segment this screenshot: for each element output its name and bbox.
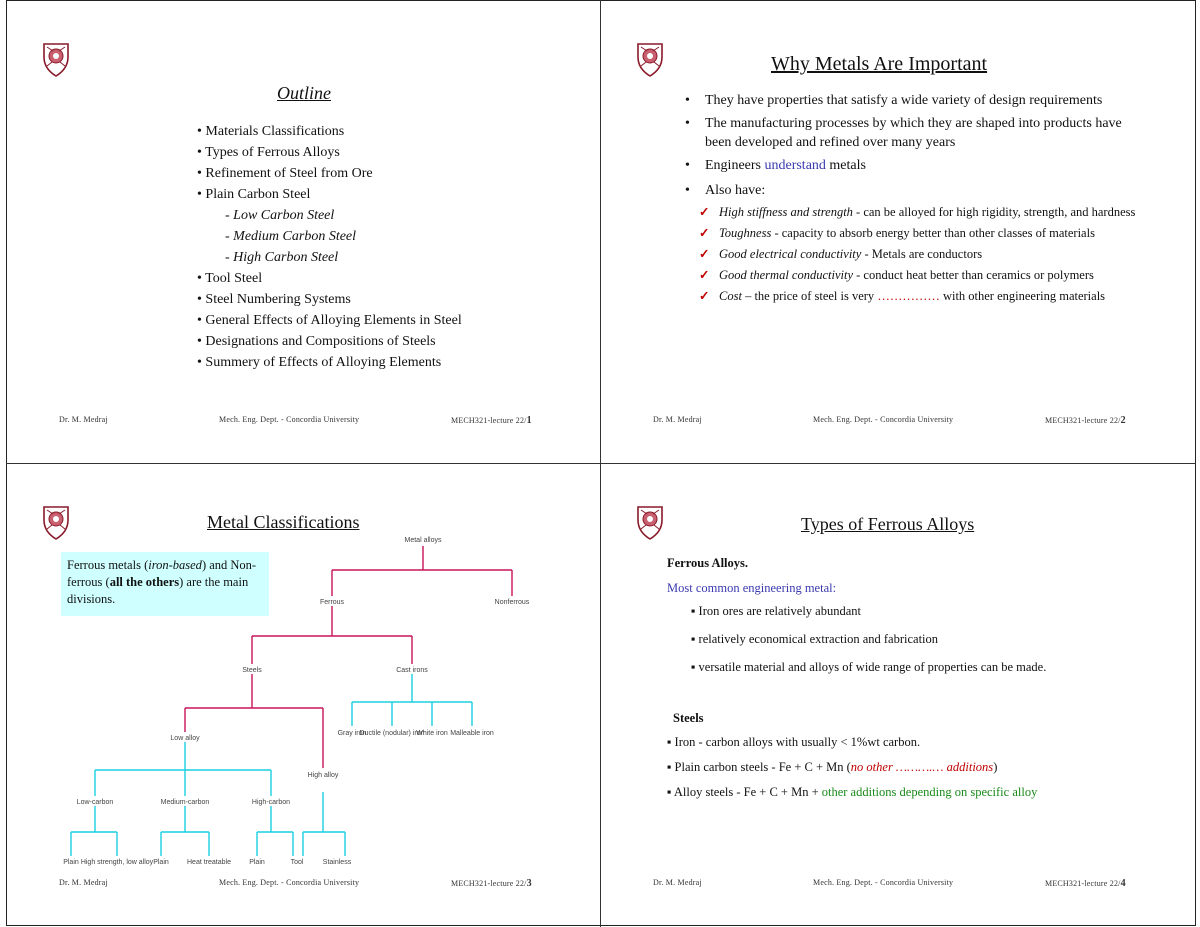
node-gray-iron: Gray iron (337, 730, 367, 737)
university-crest-icon (41, 41, 71, 77)
node-ductile-iron: Ductile (nodular) iron (359, 730, 425, 737)
subclass-branches (71, 674, 472, 856)
outline-list (197, 121, 462, 373)
list-item: ▪ Iron - carbon alloys with usually < 1%wt carbon. (667, 735, 921, 749)
footer-dept: Mech. Eng. Dept. - Concordia University (813, 878, 954, 887)
property-item: ✓ High stiffness and strength - can be alloyed for high rigidity, strength, and hardness (699, 205, 1136, 219)
node-plain: Plain (249, 859, 265, 866)
footer-dept: Mech. Eng. Dept. - Concordia University (219, 415, 360, 424)
node-high-alloy: High alloy (307, 772, 339, 779)
node-medium-carbon: Medium-carbon (160, 799, 210, 806)
section-heading: Ferrous Alloys. (667, 556, 749, 570)
slide-title: Outline (277, 83, 331, 103)
bullet-item: • They have properties that satisfy a wide variety of design requirements (681, 91, 1151, 110)
footer-author: Dr. M. Medraj (59, 415, 108, 424)
node-plain: Plain (153, 859, 169, 866)
slide-4 (601, 464, 1195, 926)
outline-item: • Types of Ferrous Alloys (197, 145, 340, 160)
footer-course: MECH321-lecture 22/1 (451, 415, 532, 426)
node-stainless: Stainless (322, 859, 352, 866)
property-item: ✓ Toughness - capacity to absorb energy better than other classes of materials (699, 226, 1095, 240)
university-crest-icon (635, 41, 665, 77)
classification-tree (7, 464, 601, 926)
checkmark-icon: ✓ (699, 289, 710, 303)
property-list (681, 204, 1151, 305)
slide-3 (7, 464, 601, 926)
university-crest-icon (635, 504, 665, 540)
node-ferrous: Ferrous (319, 599, 345, 606)
slide-2 (601, 1, 1195, 463)
outline-item: • Materials Classifications (197, 124, 345, 139)
node-low-alloy: Low alloy (170, 735, 200, 742)
node-plain: Plain (63, 859, 79, 866)
list-item: ▪ relatively economical extraction and fabrication (691, 632, 939, 646)
node-hsla: High strength, low alloy (80, 859, 154, 866)
outline-item: • Steel Numbering Systems (197, 292, 351, 307)
page-number: 3 (526, 878, 532, 889)
slide-body (681, 91, 1151, 309)
info-box: Ferrous metals (iron-based) and Non-ferrous (all the others) are the main divisions. (61, 552, 269, 616)
node-heat-treatable: Heat treatable (187, 859, 231, 866)
node-metal-alloys: Metal alloys (404, 537, 442, 544)
outline-item: • Designations and Compositions of Steels (197, 334, 436, 349)
bullet-item: • Engineers understand metals (681, 156, 1151, 175)
outline-item: • Summery of Effects of Alloying Elements (197, 355, 442, 370)
footer-dept: Mech. Eng. Dept. - Concordia University (813, 415, 954, 424)
checkmark-icon: ✓ (699, 247, 710, 261)
section-subheading: Most common engineering metal: (667, 581, 837, 595)
footer-author: Dr. M. Medraj (653, 415, 702, 424)
outline-item: • Plain Carbon Steel (197, 187, 311, 202)
page-number: 1 (526, 415, 532, 426)
outline-item: • General Effects of Alloying Elements in Steel (197, 313, 462, 328)
footer-course: MECH321-lecture 22/2 (1045, 415, 1126, 426)
property-item: ✓ Good electrical conductivity - Metals are conductors (699, 247, 983, 261)
bullet-item: • The manufacturing processes by which they are shaped into products have been developed and refined over many years (681, 114, 1151, 152)
highlight-word: understand (764, 158, 826, 173)
outline-subitem: - Low Carbon Steel (225, 208, 335, 223)
footer-course: MECH321-lecture 22/3 (451, 878, 532, 889)
outline-item: • Refinement of Steel from Ore (197, 166, 373, 181)
checkmark-icon: ✓ (699, 226, 710, 240)
outline-item: • Tool Steel (197, 271, 263, 286)
slide-1 (7, 1, 601, 463)
list-item: ▪ versatile material and alloys of wide range of properties can be made. (691, 660, 1047, 674)
checkmark-icon: ✓ (699, 205, 710, 219)
list-item: ▪ Plain carbon steels - Fe + C + Mn (no other ……….… additions) (667, 760, 998, 774)
property-item: ✓ Good thermal conductivity - conduct heat better than ceramics or polymers (699, 268, 1094, 282)
slide-title: Types of Ferrous Alloys (801, 514, 975, 534)
footer-course: MECH321-lecture 22/4 (1045, 878, 1126, 889)
node-malleable-iron: Malleable iron (450, 730, 494, 737)
footer-author: Dr. M. Medraj (59, 878, 108, 887)
footer-author: Dr. M. Medraj (653, 878, 702, 887)
node-white-iron: White iron (416, 730, 448, 737)
section-heading: Steels (673, 711, 704, 725)
node-tool: Tool (290, 859, 304, 866)
node-high-carbon: High-carbon (251, 799, 291, 806)
checkmark-icon: ✓ (699, 268, 710, 282)
list-item: ▪ Alloy steels - Fe + C + Mn + other additions depending on specific alloy (667, 785, 1038, 799)
bullet-item: • Also have: (681, 181, 1151, 200)
node-cast-irons: Cast irons (396, 667, 428, 674)
list-item: ▪ Iron ores are relatively abundant (691, 604, 861, 618)
page-number: 4 (1120, 878, 1126, 889)
footer-dept: Mech. Eng. Dept. - Concordia University (219, 878, 360, 887)
node-steels: Steels (242, 667, 262, 674)
page-number: 2 (1120, 415, 1126, 426)
outline-subitem: - High Carbon Steel (225, 250, 339, 265)
node-low-carbon: Low-carbon (76, 799, 114, 806)
slide-title: Why Metals Are Important (771, 53, 988, 75)
slide-body (667, 556, 1167, 810)
property-item: ✓ Cost – the price of steel is very …………… with other engineering materials (699, 289, 1106, 303)
outline-subitem: - Medium Carbon Steel (225, 229, 357, 244)
node-nonferrous: Nonferrous (494, 599, 530, 606)
slide-title: Metal Classifications (207, 512, 360, 532)
